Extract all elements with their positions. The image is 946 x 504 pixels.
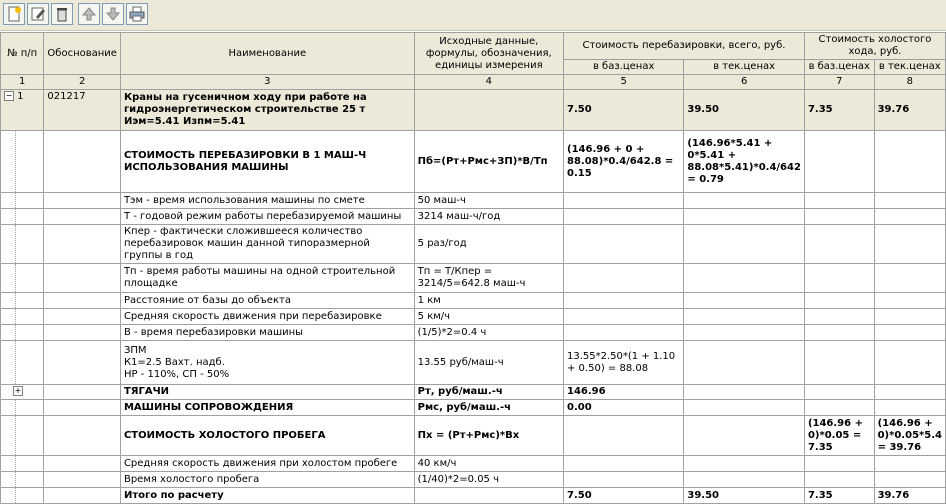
source-data-cell[interactable]: Тп = Т/Кпер = 3214/5=642.8 маш-ч [414,264,563,293]
name-cell[interactable]: Средняя скорость движения при холостом пробеге [120,456,414,472]
cost-cell-c5[interactable]: 7.50 [564,90,684,131]
source-data-cell[interactable] [414,488,563,504]
cost-cell-c6[interactable] [684,309,805,325]
cost-cell-c8[interactable]: 39.76 [874,90,945,131]
cost-cell-c5[interactable] [564,309,684,325]
cost-cell-c6[interactable] [684,385,805,400]
table-row[interactable] [1,90,946,131]
table-row[interactable] [1,472,946,488]
cost-cell-c7[interactable]: (146.96 + 0)*0.05 = 7.35 [804,416,874,456]
toolbar [0,0,946,31]
name-cell[interactable]: ТЯГАЧИ [120,385,414,400]
table-row[interactable] [1,131,946,193]
tree-line [15,400,16,415]
cost-cell-c5[interactable] [564,209,684,225]
row-number-cell[interactable] [1,472,44,488]
cost-cell-c6[interactable]: (146.96*5.41 + 0*5.41 + 88.08*5.41)*0.4/642 = 0.79 [684,131,805,193]
tree-line [15,416,16,455]
tree-line [15,325,16,340]
cost-cell-c8[interactable] [874,341,945,385]
header-base-prices-7[interactable]: в баз.ценах [804,60,874,75]
edit-button[interactable] [27,3,49,25]
cost-cell-c7[interactable] [804,325,874,341]
source-data-cell[interactable]: 40 км/ч [414,456,563,472]
name-cell[interactable]: Тп - время работы машины на одной строительной площадке [120,264,414,293]
cost-cell-c8[interactable] [874,131,945,193]
justification-cell[interactable] [44,488,121,504]
tree-line [15,264,16,292]
cost-cell-c6[interactable] [684,400,805,416]
expand-icon[interactable]: + [14,386,22,395]
header-current-prices-6[interactable]: в тек.ценах [684,60,805,75]
header-idle-cost[interactable]: Стоимость холостого хода, руб. [804,33,945,60]
cost-cell-c6[interactable]: 39.50 [684,488,805,504]
cost-cell-c8[interactable] [874,472,945,488]
cost-cell-c7[interactable] [804,309,874,325]
row-number-cell[interactable] [1,225,44,264]
name-cell[interactable]: СТОИМОСТЬ ПЕРЕБАЗИРОВКИ В 1 МАШ-Ч ИСПОЛЬЗОВАНИЯ МАШИНЫ [120,131,414,193]
col-number-8: 8 [874,75,945,90]
name-cell[interactable]: Т - годовой режим работы перебазируемой машины [120,209,414,225]
cost-cell-c6[interactable] [684,293,805,309]
collapse-icon[interactable]: − [5,91,13,100]
row-number-cell[interactable] [1,325,44,341]
tree-line [15,341,16,384]
cost-cell-c8[interactable] [874,225,945,264]
print-icon [129,6,145,22]
tree-line [15,472,16,487]
cost-cell-c5[interactable] [564,456,684,472]
justification-cell[interactable] [44,416,121,456]
header-source-data[interactable]: Исходные данные, формулы, обозначения, единицы измерения [414,33,563,75]
row-number-cell[interactable] [1,416,44,456]
col-number-3: 3 [120,75,414,90]
justification-cell[interactable] [44,341,121,385]
table-row[interactable] [1,456,946,472]
cost-cell-c8[interactable] [874,309,945,325]
move-up-button[interactable] [78,3,100,25]
cost-cell-c6[interactable]: 39.50 [684,90,805,131]
delete-button[interactable] [51,3,73,25]
col-number-1: 1 [1,75,44,90]
cost-cell-c7[interactable] [804,456,874,472]
tree-line [15,456,16,471]
cost-cell-c6[interactable] [684,472,805,488]
tree-line [15,225,16,263]
col-number-6: 6 [684,75,805,90]
cost-cell-c5[interactable]: 7.50 [564,488,684,504]
justification-cell[interactable] [44,209,121,225]
header-num[interactable]: № п/п [1,33,44,75]
row-number-cell[interactable] [1,264,44,293]
header-current-prices-8[interactable]: в тек.ценах [874,60,945,75]
cost-cell-c5[interactable] [564,416,684,456]
name-cell[interactable]: Средняя скорость движения при перебазировке [120,309,414,325]
cost-cell-c5[interactable] [564,472,684,488]
cost-cell-c5[interactable]: (146.96 + 0 + 88.08)*0.4/642.8 = 0.15 [564,131,684,193]
cost-cell-c7[interactable] [804,385,874,400]
row-number-cell[interactable] [1,193,44,209]
justification-cell[interactable] [44,385,121,400]
justification-cell[interactable] [44,225,121,264]
table-row[interactable] [1,193,946,209]
table-row[interactable] [1,341,946,385]
source-data-cell[interactable]: 13.55 руб/маш-ч [414,341,563,385]
table-row[interactable] [1,488,946,504]
down-arrow-icon [105,6,121,22]
cost-cell-c8[interactable] [874,193,945,209]
new-icon [6,6,22,22]
cost-cell-c7[interactable] [804,264,874,293]
cost-cell-c7[interactable] [804,341,874,385]
header-justification[interactable]: Обоснование [44,33,121,75]
cost-cell-c7[interactable]: 7.35 [804,488,874,504]
new-button[interactable] [3,3,25,25]
header-relocation-cost[interactable]: Стоимость перебазировки, всего, руб. [564,33,805,60]
source-data-cell[interactable]: 5 раз/год [414,225,563,264]
cost-cell-c7[interactable] [804,472,874,488]
row-number-cell[interactable] [1,385,44,400]
cost-cell-c5[interactable] [564,325,684,341]
row-number-cell[interactable] [1,209,44,225]
table-row[interactable] [1,325,946,341]
cost-cell-c6[interactable] [684,325,805,341]
cost-cell-c6[interactable] [684,193,805,209]
name-cell[interactable]: МАШИНЫ СОПРОВОЖДЕНИЯ [120,400,414,416]
cost-cell-c8[interactable] [874,385,945,400]
row-number-cell[interactable] [1,400,44,416]
justification-cell[interactable] [44,264,121,293]
cost-cell-c7[interactable] [804,225,874,264]
tree-line [15,309,16,324]
row-number: 1 [14,91,24,102]
justification-cell[interactable] [44,400,121,416]
source-data-cell[interactable] [414,90,563,131]
cost-cell-c5[interactable] [564,225,684,264]
cost-cell-c6[interactable] [684,416,805,456]
cost-cell-c6[interactable] [684,264,805,293]
cost-cell-c6[interactable] [684,209,805,225]
cost-cell-c7[interactable] [804,193,874,209]
row-number-cell[interactable] [1,488,44,504]
cost-cell-c8[interactable] [874,325,945,341]
justification-cell[interactable] [44,193,121,209]
name-cell[interactable]: Итого по расчету [120,488,414,504]
cost-cell-c7[interactable]: 7.35 [804,90,874,131]
up-arrow-icon [81,6,97,22]
cost-cell-c8[interactable] [874,456,945,472]
row-number-cell[interactable] [1,90,44,131]
cost-cell-c7[interactable] [804,400,874,416]
justification-cell[interactable] [44,472,121,488]
name-cell[interactable]: ЗПМ К1=2.5 Вахт. надб. НР - 110%, СП - 50% [120,341,414,385]
cost-cell-c7[interactable] [804,131,874,193]
name-cell[interactable]: Время холостого пробега [120,472,414,488]
cost-cell-c5[interactable]: 13.55*2.50*(1 + 1.10 + 0.50) = 88.08 [564,341,684,385]
source-data-cell[interactable]: Пх = (Рт+Рмс)*Вх [414,416,563,456]
table-row[interactable] [1,309,946,325]
cost-cell-c5[interactable] [564,293,684,309]
cost-cell-c5[interactable] [564,264,684,293]
row-number-cell[interactable] [1,293,44,309]
table-row[interactable] [1,225,946,264]
justification-cell[interactable]: 021217 [44,90,121,131]
row-number-cell[interactable] [1,341,44,385]
source-data-cell[interactable]: 1 км [414,293,563,309]
justification-cell[interactable] [44,456,121,472]
cost-cell-c8[interactable] [874,400,945,416]
move-down-button[interactable] [102,3,124,25]
source-data-cell[interactable]: 3214 маш-ч/год [414,209,563,225]
cost-cell-c6[interactable] [684,341,805,385]
col-number-4: 4 [414,75,563,90]
header-name[interactable]: Наименование [120,33,414,75]
tree-line [15,293,16,308]
print-button[interactable] [126,3,148,25]
name-cell[interactable]: В - время перебазировки машины [120,325,414,341]
cost-cell-c5[interactable] [564,193,684,209]
source-data-cell[interactable]: Рт, руб/маш.-ч [414,385,563,400]
justification-cell[interactable] [44,325,121,341]
table-row[interactable] [1,416,946,456]
source-data-cell[interactable]: Пб=(Рт+Рмс+ЗП)*В/Тп [414,131,563,193]
row-number-cell[interactable] [1,309,44,325]
justification-cell[interactable] [44,309,121,325]
name-cell[interactable]: Тэм - время использования машины по смете [120,193,414,209]
cost-cell-c5[interactable]: 146.96 [564,385,684,400]
justification-cell[interactable] [44,293,121,309]
cost-cell-c6[interactable] [684,225,805,264]
source-data-cell[interactable]: (1/40)*2=0.05 ч [414,472,563,488]
calculation-grid [0,32,946,504]
delete-icon [54,6,70,22]
table-row[interactable] [1,293,946,309]
row-number-cell[interactable] [1,456,44,472]
col-number-2: 2 [44,75,121,90]
col-number-7: 7 [804,75,874,90]
name-cell[interactable]: Кпер - фактически сложившееся количество перебазировок машин данной типоразмерной группы в год [120,225,414,264]
table-row[interactable] [1,264,946,293]
tree-line [15,209,16,224]
table-row[interactable] [1,385,946,400]
tree-line [15,193,16,208]
cost-cell-c8[interactable] [874,293,945,309]
name-cell[interactable]: СТОИМОСТЬ ХОЛОСТОГО ПРОБЕГА [120,416,414,456]
name-cell[interactable]: Краны на гусеничном ходу при работе на гидроэнергетическом строительстве 25 т Иэм=5.41 Изпм=5.41 [120,90,414,131]
cost-cell-c7[interactable] [804,209,874,225]
table-row[interactable] [1,209,946,225]
source-data-cell[interactable]: 5 км/ч [414,309,563,325]
col-number-5: 5 [564,75,684,90]
source-data-cell[interactable]: Рмс, руб/маш.-ч [414,400,563,416]
row-number-cell[interactable] [1,131,44,193]
tree-line [15,488,16,503]
table-row[interactable] [1,400,946,416]
name-cell[interactable]: Расстояние от базы до объекта [120,293,414,309]
cost-cell-c8[interactable]: 39.76 [874,488,945,504]
cost-cell-c6[interactable] [684,456,805,472]
cost-cell-c7[interactable] [804,293,874,309]
tree-line [15,131,16,192]
edit-icon [30,6,46,22]
justification-cell[interactable] [44,131,121,193]
source-data-cell[interactable]: 50 маш-ч [414,193,563,209]
source-data-cell[interactable]: (1/5)*2=0.4 ч [414,325,563,341]
cost-cell-c8[interactable]: (146.96 + 0)*0.05*5.4 = 39.76 [874,416,945,456]
cost-cell-c8[interactable] [874,264,945,293]
cost-cell-c5[interactable]: 0.00 [564,400,684,416]
header-base-prices-5[interactable]: в баз.ценах [564,60,684,75]
cost-cell-c8[interactable] [874,209,945,225]
